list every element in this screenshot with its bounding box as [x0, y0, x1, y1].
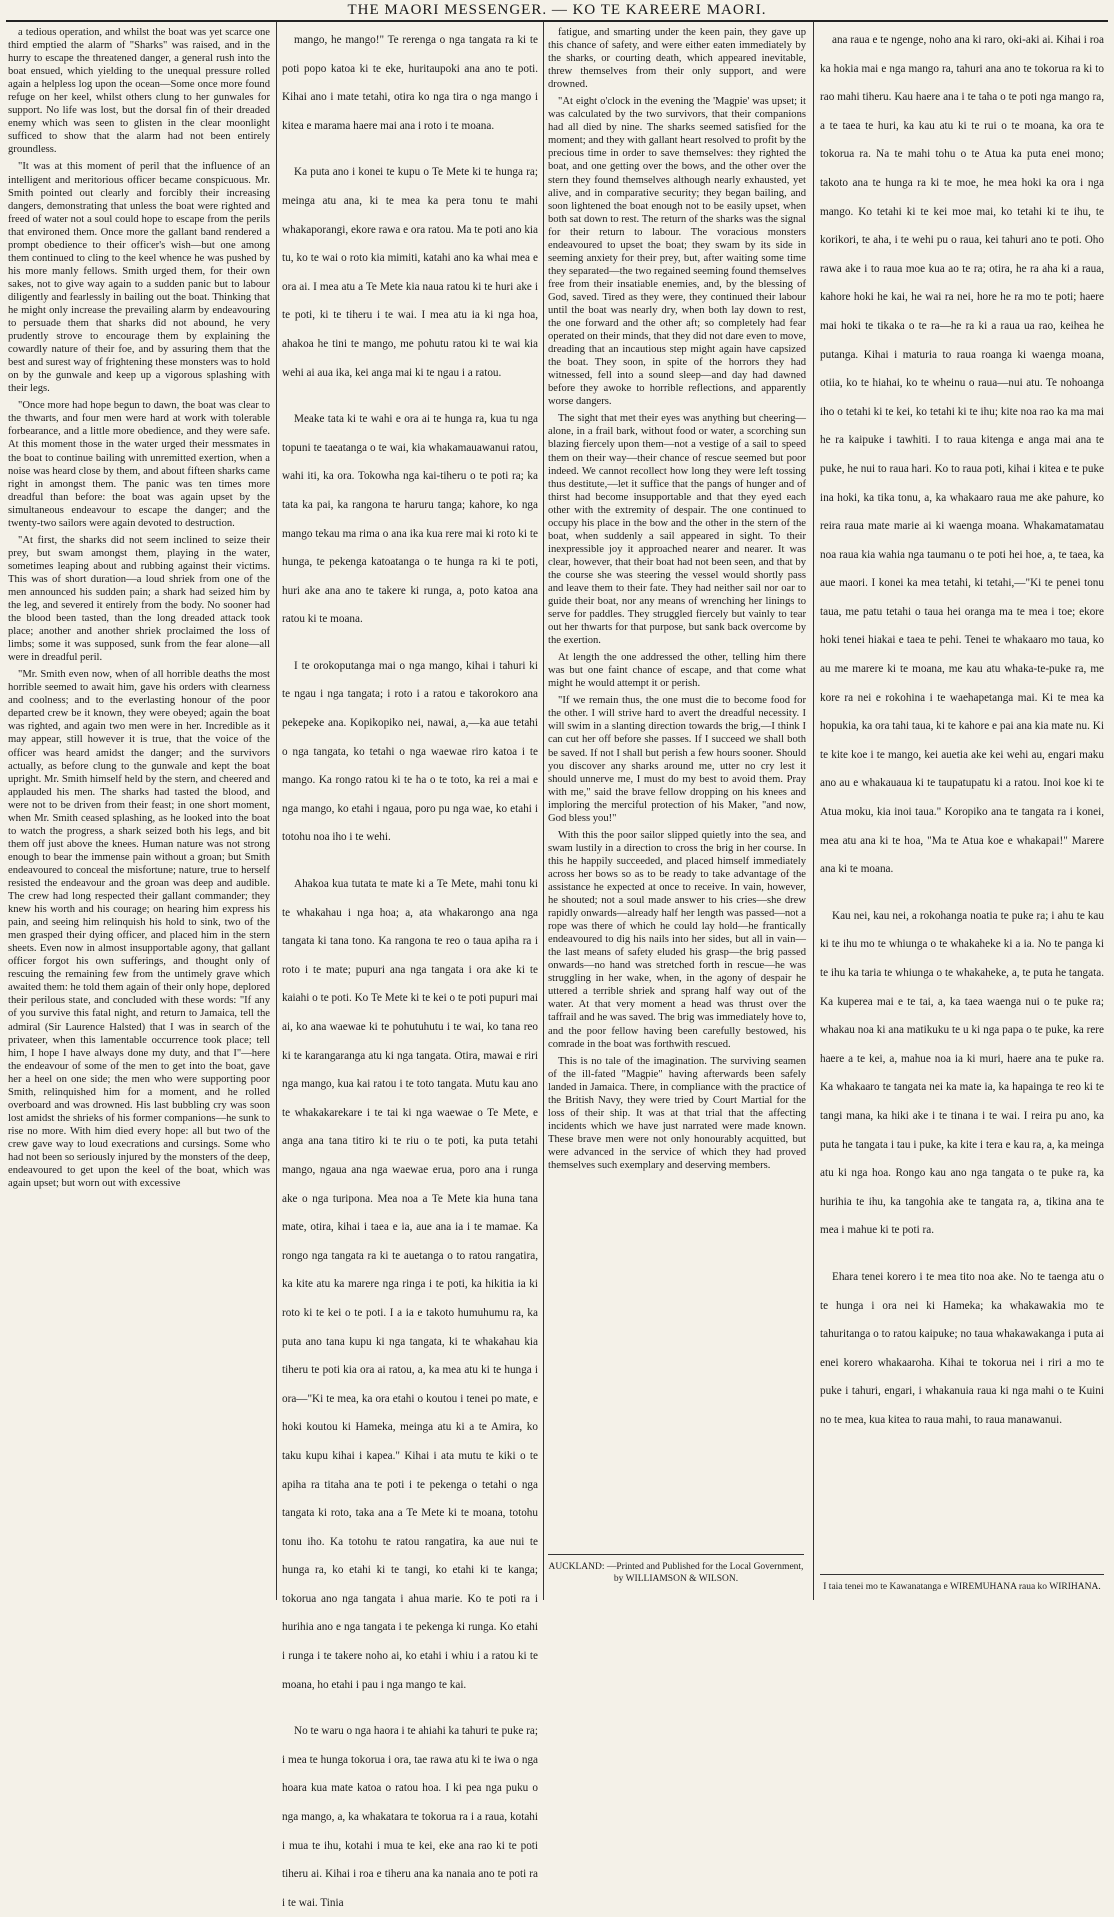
paragraph: The sight that met their eyes was anything but cheering—alone, in a frail bark, without food or water, a scorching sun blazing fiercely upon them—not a vestige of a sail to speed them on their way—their chance of rescue seemed but poor indeed. We cannot recollect how long they were left tossing thus destitute,—let it suffice that the pangs of hunger and of thirst had become insupportable and that they eyed each other with the extremity of despair. The one continued to occupy his place in the bow and the other in the stern of the boat, when suddenly a sail appeared in sight. To their inexpressible joy it approached nearer and nearer. It was clear, however, that their boat had not been seen, and that by the course she was steering the vessel would shortly pass and leave them to their fate. They had neither sail nor oar to guide their boat, nor any means of wrenching her linings to serve for paddles. They struggled fiercely but vainly to tear out her thwarts for that purpose, but sank back overcome by the exertion. — [548, 413, 806, 647]
column-english-1 — [8, 26, 270, 1598]
paragraph: Kau nei, kau nei, a rokohanga noatia te puke ra; i ahu te kau ki te ihu mo te whiunga o te whakaheke ki a ia. No te panga ki te ihu ka taria te whiunga o te whakaheke, a, te puta he tangata. Ka kuperea mai e te tai, a, ka taea waenga nui o te puke ra; whakau noa ki ana matikuku te u ki nga papa o te puke, ka rere haere a te kei, a, mahue noa ia ki muri, haere ana te puke ra. Ka whakaaro te tangata nei ka mate ia, ka hapainga te reo ki te tangi mana, ka hiki ake i te tinana i te wai. I reira pu ano, ka puta he tangata i tau i puke, ka kite i tera e kau ra, a, ka meinga atu ki nga hoa. Rongo kau ano nga tangata o te puke ra, ka hurihia te ihu, ka tangohia ake te tangata ra, a, tikina ana te mea i mahue ki te poti ra. — [820, 909, 1104, 1237]
paragraph: a tedious operation, and whilst the boat was yet scarce one third emptied the alarm of "Sharks" was raised, and in the hurry to escape the threatened danger, a general rush into the boat ensued, which yielding to the unequal pressure rolled again a helpless log upon the ocean—Some once more found refuge on her keel, whilst others clung to her gunwales for support. No life was lost, but the dorsal fin of their dreaded enemy which was seen to glisten in the clear moonlight sufficed to show that the alarm had not been entirely groundless. — [8, 27, 270, 156]
column-divider — [543, 22, 544, 1600]
paragraph: fatigue, and smarting under the keen pain, they gave up this chance of safety, and were either eaten immediately by the sharks, or courting death, which appeared inevitable, threw themselves from their only support, and were drowned. — [548, 27, 806, 91]
paragraph: "Mr. Smith even now, when of all horrible deaths the most horrible seemed to await him, gave his orders with clearness and coolness; and to the everlasting honour of the poor departed crew be it known, they were obeyed; again the boat was righted, and again two men were in her. Incredible as it may appear, still however it is true, that the voice of the officer was heard amidst the danger; and the survivors actually, as before clung to the gunwale and kept the boat upright. Mr. Smith himself held by the stern, and cheered and applauded his men. The sharks had tasted the blood, and were not to be driven from their feast; in one short moment, when Mr. Smith ceased splashing, as he looked into the boat to watch the progress, a shark seized both his legs, and bit them off just above the knees. Human nature was not strong enough to bear the immense pain without a groan; but Smith endeavoured to conceal the misfortune; nature, true to herself resisted the endeavour and the groan was deep and audible. The crew had long respected their gallant commander; they knew his worth and his courage; on hearing him express his pain, and seeing him relinquish his hold to sink, two of the men grasped their dying officer, and placed him in the stern sheets. Even now in almost insupportable agony, that gallant officer forgot his own sufferings, and thought only of rescuing the remaining few from the untimely grave which awaited them: he told them again of their only hope, deplored their perilous state, and concluded with these words: "If any of you survive this fatal night, and return to Jamaica, tell the admiral (Sir Laurence Halsted) that I was in search of the privateer, when this lamentable occurrence took place; tell him, I hope I have always done my duty, and that I"—here the endeavour of some of the men to get into the boat, gave her a heel on one side; the men who were supporting poor Smith, relinquished him for a moment, and he rolled overboard and was drowned. His last bubbling cry was soon lost amidst the shrieks of his former companions—he sunk to rise no more. With him died every hope: all but two of the crew gave way to loud execrations and cursings. Some who had not been so seriously injured by the monsters of the deep, endeavoured to get upon the keel of the boat, which was again upset; but worn out with excessive — [8, 669, 270, 1190]
column-maori-1 — [282, 26, 538, 1909]
paragraph: At length the one addressed the other, telling him there was but one faint chance of escape, and that come what might he would attempt it or perish. — [548, 652, 806, 690]
paragraph: Ka puta ano i konei te kupu o Te Mete ki te hunga ra; meinga atu ana, ki te mea ka pera tonu te mahi whakaporangi, ekore rawa e ora ratou. Ma te poti ano kia tu, ko te wai o roto kia mimiti, katahi ano ka whai mea e ora ai. I mea atu a Te Mete kia naua ratou ki te huri ake i te poti, ki te tiheru i te wai. I mea atu ia ki nga hoa, ahakoa he tini te mango, me pohutu ratou ki te wai kia wehi ai aua ika, kei anga mai ki te ngau i a ratou. — [282, 166, 538, 379]
column-maori-2 — [820, 26, 1104, 1566]
column-english-2 — [548, 26, 806, 1546]
column-divider — [813, 22, 814, 1600]
paragraph: "Once more had hope begun to dawn, the boat was clear to the thwarts, and four men were hard at work with tolerable forbearance, and a little more obedience, and they were safe. At this moment those in the water urged their messmates in the boat to continue bailing with unremitted exertion, when a noise was heard close by them, and about fifteen sharks came right in amongst them. The panic was ten times more dreadful than before: the boat was again upset by the simultaneous endeavour to escape the danger; and the twenty-two sailors were again devoted to destruction. — [8, 400, 270, 529]
maori-imprint: I taia tenei mo te Kawanatanga e WIREMUHANA raua ko WIRIHANA. — [820, 1574, 1104, 1593]
paragraph: mango, he mango!" Te rerenga o nga tangata ra ki te poti popo katoa ki te eke, huritaupoki ana ano te poti. Kihai ano i mate tetahi, otira ko nga tira o nga mango i kitea e marama haere mai ana i roto i te moana. — [282, 34, 538, 132]
paragraph: Ahakoa kua tutata te mate ki a Te Mete, mahi tonu ki te whakahau i nga hoa; a, ata whakarongo ana nga tangata ki tana tono. Ka rangona te reo o taua apiha ra i roto i te mate; pupuri ana nga tangata i ora ake ki te kaiahi o te poti. Ko Te Mete ki te kei o te poti pupuri mai ai, ko ana waewae ki te pohutuhutu i te wai, ko tana reo ki te karangaranga atu ki nga tangata. Otira, mawai e riri nga mango, kua kai ratou i te toto tangata. Mutu kau ano te whakakarekare i te tai ki nga waewae o Te Mete, e anga ana tana titiro ki te riu o te poti, ka puta tetahi mango, ngaua ana nga waewae erua, poro ana i runga ake o nga turipona. Mea noa a Te Mete kia huna tana mate, otira, kihai i taea e ia, aue ana ia i te mamae. Ka rongo nga tangata ra ki te auetanga o to ratou rangatira, ka kite atu ka marere nga ringa i te poti, ka hikitia ia ki roto ki te kei o te poti. I a ia e takoto humuhumu ra, ka puta ano tana kupu ki nga tangata, ki te whakahau kia tiheru te poti kia ora ai ratou, a, ka mea atu ki te hunga i ora—"Ki te mea, ka ora etahi o koutou i tenei po mate, e hoki koutou ki Hameka, meinga atu ki a te Amira, ko taku kupu kihai i kapea." Kihai i ata mutu te kiki o te apiha ra titaha ana te poti i te pekenga o tetahi o nga tangata ki roto, taka ana a Te Mete ki te moana, totohu tonu iho. Ka totohu te ratou rangatira, ka aue nui te hunga ra, ko etahi ki te tangi, ko etahi ki te kanga; tokorua ano nga tangata i ahua marie. Ko te poti ra i hurihia ano e nga tangata i te pekenga ki runga. Ko etahi i runga i te takere noho ai, ko etahi i whiu i a ratou ki te moana, ho etahi i pau i nga mango te kai. — [282, 878, 538, 1691]
paragraph: With this the poor sailor slipped quietly into the sea, and swam lustily in a direction to cross the brig in her course. In this he happily succeeded, and placed himself immediately across her bows so as to be ready to take advantage of the assistance he expected at once to receive. In vain, however, he shouted; not a soul made answer to his cries—she drew rapidly onwards—already half her length was passed—not a rope was there of which he could lay hold—he frantically endeavoured to dig his nails into her sides, but all in vain—the last means of safety eluded his grasp—the brig passed onwards—no hand was stretched forth in rescue—he was struggling in her wake, when, in the agony of despair he uttered a terrible shriek and sprang half way out of the water. At that very moment a head was thrust over the taffrail and he was saved. The brig was immediately hove to, and the poor fellow having been carefully bestowed, his comrade in the boat was forthwith rescued. — [548, 829, 806, 1050]
masthead-rule — [6, 20, 1108, 22]
masthead: THE MAORI MESSENGER. — KO TE KAREERE MAORI. — [347, 2, 767, 18]
paragraph: "At eight o'clock in the evening the 'Magpie' was upset; it was calculated by the two survivors, that their companions had all died by nine. The sharks seemed satisfied for the moment; and they with gallant heart resolved to profit by the precious time in order to save themselves: they righted the boat, and one getting over the bows, and the other over the stern they found themselves although nearly exhausted, yet alive, and in comparative security; they began bailing, and soon lightened the boat enough not to be easily upset, when both sat down to rest. The return of the sharks was the signal for their return to labour. The voracious monsters endeavoured to upset the boat; they swam by its side in seeming anxiety for their prey, but, after waiting some time they separated—the two regained seeming found themselves free from their insatiable enemies, and, by the blessing of God, saved. Tired as they were, they continued their labour until the boat was nearly dry, when both lay down to rest, the one forward and the other aft; so completely had fear operated on their minds, that they did not dare even to move, dreading that an incautious step might again have capsized the boat. They soon, in spite of the horrors they had witnessed, fell into a sound sleep—and day had dawned before they awoke to horrible reflections, and apparently worse dangers. — [548, 96, 807, 408]
paragraph: Ehara tenei korero i te mea tito noa ake. No te taenga atu o te hunga i ora nei ki Hameka; ka whakawakia mo te tahuritanga o to ratou kaipuke; no taua whakawakanga i puta ai enei korero whakaaroha. Kihai te tokorua nei i riri a mo te puke i tahuri, engari, i whakanuia raua ki nga mahi o te Kuini no te mea, kua kitea to raua mahi, to raua manawanui. — [820, 1270, 1104, 1426]
paragraph: "It was at this moment of peril that the influence of an intelligent and meritorious officer became conspicuous. Mr. Smith pointed out clearly and forcibly their increasing dangers, demonstrating that unless the boat were righted and freed of water not a soul could hope to escape from the perils that environed them. Once more the gallant band rendered a prompt obedience to their officer's wish—but one among them continued to cling to the keel whence he was pushed by his more manly fellows. Smith urged them, for their own sakes, not to give way again to a sudden panic but to labour diligently and fearlessly in bailing out the boat. Thinking that he might only increase the prevailing alarm by endeavouring to persuade them that sharks did not abound, he very prudently strove to encourage them by explaining the cowardly nature of their foe, and by assuring them that the best and surest way of frightening these monsters was to hold on by the gunwale and keep up a vigorous splashing with their legs. — [8, 161, 270, 395]
column-divider — [276, 22, 277, 1600]
paragraph: I te orokoputanga mai o nga mango, kihai i tahuri ki te ngau i nga tangata; i roto i a ratou e takorokoro ana pekepeke ana. Kopikopiko nei, nawai, a,—ka aue tetahi o nga tangata, ko tetahi o nga waewae riro katoa i te mango. Ka rongo ratou ki te ha o te toto, ka rei a mai e nga mango, ko etahi i ngaua, poro pu nga wae, ko etahi i totohu noa iho i te wehi. — [282, 659, 538, 844]
paragraph: "If we remain thus, the one must die to become food for the other. I will strive hard to avert the dreadful necessity. I will swim in a slanting direction towards the brig,—I think I can cut her off before she passes. If I succeed we shall both be saved. If not I shall but perish a few hours sooner. Should you discover any sharks around me, utter no cry lest it should unnerve me, I must do my best to avoid them. Pray with me," said the brave fellow dropping on his knees and imploring the merciful protection of his Maker, "and now, God bless you!" — [548, 695, 806, 824]
paragraph: Meake tata ki te wahi e ora ai te hunga ra, kua tu nga topuni te taeatanga o te wai, kia whakamauawanui ratou, wahi iti, ka ora. Tokowha nga kai-tiheru o te poti ra; ka tata ka pai, ka rangona te haruru tanga; kahore, ko nga mango tekau ma rima o ana ika kua rere mai ki roto ki te hunga, te pekenga katoatanga o te hunga ra ki te poti, huri ake ana ano te takere ki runga, a, poto katoa ana ratou ki te moana. — [282, 413, 538, 626]
paragraph: This is no tale of the imagination. The surviving seamen of the ill-fated "Magpie" having afterwards been safely landed in Jamaica. There, in compliance with the practice of the British Navy, they were tried by Court Martial for the loss of their ship. It was at that trial that the affecting incidents which we have just narrated were made known. These brave men were not only honourably acquitted, but were advanced in the service of which they had proved themselves such exemplary and deserving members. — [548, 1055, 806, 1171]
paragraph: "At first, the sharks did not seem inclined to seize their prey, but swam amongst them, playing in the water, sometimes leaping about and rubbing against their victims. This was of short duration—a loud shriek from one of the men announced his sudden pain; a shark had seized him by the leg, and severed it entirely from the body. No sooner had the blood been tasted, than the long dreaded attack took place; another and another shriek proclaimed the loss of limbs; some it was supposed, sunk from the fear alone—all were in dreadful peril. — [8, 534, 270, 664]
imprint-text: —Printed and Published for the Local Government, by WILLIAMSON & WILSON. — [606, 1562, 804, 1584]
paragraph: No te waru o nga haora i te ahiahi ka tahuri te puke ra; i mea te hunga tokorua i ora, tae rawa atu ki te iwa o nga hoara kua mate katoa o ratou hoa. I ki pea nga puku o nga mango, a, ka whakatara te tokorua ra i a raua, kotahi i mua te ihu, kotahi i mua te kei, eke ana rao ki te poti tiheru ai. Kihai i roa e tiheru ana ka nanaia ano te poti ra i te wai. Tinia — [282, 1725, 538, 1909]
printer-imprint — [548, 1554, 804, 1585]
imprint-place: AUCKLAND: — [548, 1562, 605, 1572]
paragraph: ana raua e te ngenge, noho ana ki raro, oki-aki ai. Kihai i roa ka hokia mai e nga mango ra, tahuri ana ano te tokorua ra ki to rao mahi tiheru. Kau haere ana i te taha o te poti nga mango ra, a te taea te huri, ka kau atu ki te rui o te moana, ka ora te tokorua ra. Na te mahi tohu o te Atua ka puta enei mono; takoto ana te hunga ra ki te moe, he mea hoki ka ora i nga mango. Ko tetahi ki te kei moe mai, ko tetahi ki te ihu, te korikori, te aha, i te wehi pu o raua, kei tahuri ano te poti. Oho rawa ake i to raua moe kua ao te ra; otira, he ra aha ki a raua, kahore hoki he kai, he wai ra nei, hore he ra mo te poti; haere mai hoki te tikaka o te ra—he ra ki a raua ua rao, keihea he putanga. Kihai i maturia to raua roanga ki waenga moana, otiia, ko te hiahai, ko te wheinu o raua—nui atu. Te nohoanga iho o tetahi ki te kei, ko tetahi ki te ihu; kite noa rao ka ma mai he ra kaipuke i tawhiti. I to raua kitenga e anga mai ana te puke, he nui to raua hari. Ko to raua poti, kihai i kitea e te puke ina hoki, ka tika tonu, a, ka whakaaro raua me ake pahure, ko reira raua mate marie ai ki waenga moana. Whakamatamatau noa raua kia wahia nga taumanu o te poti hei hoe, a, te taea, ka aue maori. I konei ka mea tetahi, ki tetahi,—"Ki te penei tonu taua, me patu tetahi o taua hei oranga ma te mea i toe; ekore hoki tenei hiakai e taea te pehi. Tenei te whakaaro mo taua, ko au me marere ki te moana, me kau atu whaka-te-puke ra, me kore ra nei e rokohina i te waehapetanga mai. Ki te mea ka hopukia, ka ora tahi taua, ki te kahore e pai ana kia mate nu. Ki te kite koe i te mango, kei auetia ake kei wehi au, engari maku ano au e whakauaua ki te taupatupatu ki a ratou. Inoi koe ki te Atua moku, kia inoi taua." Koropiko ana te tangata ra i konei, mea atu ana ki te hoa, "Ma te Atua koe e whakapai!" Marere ana ki te moana. — [820, 34, 1104, 876]
